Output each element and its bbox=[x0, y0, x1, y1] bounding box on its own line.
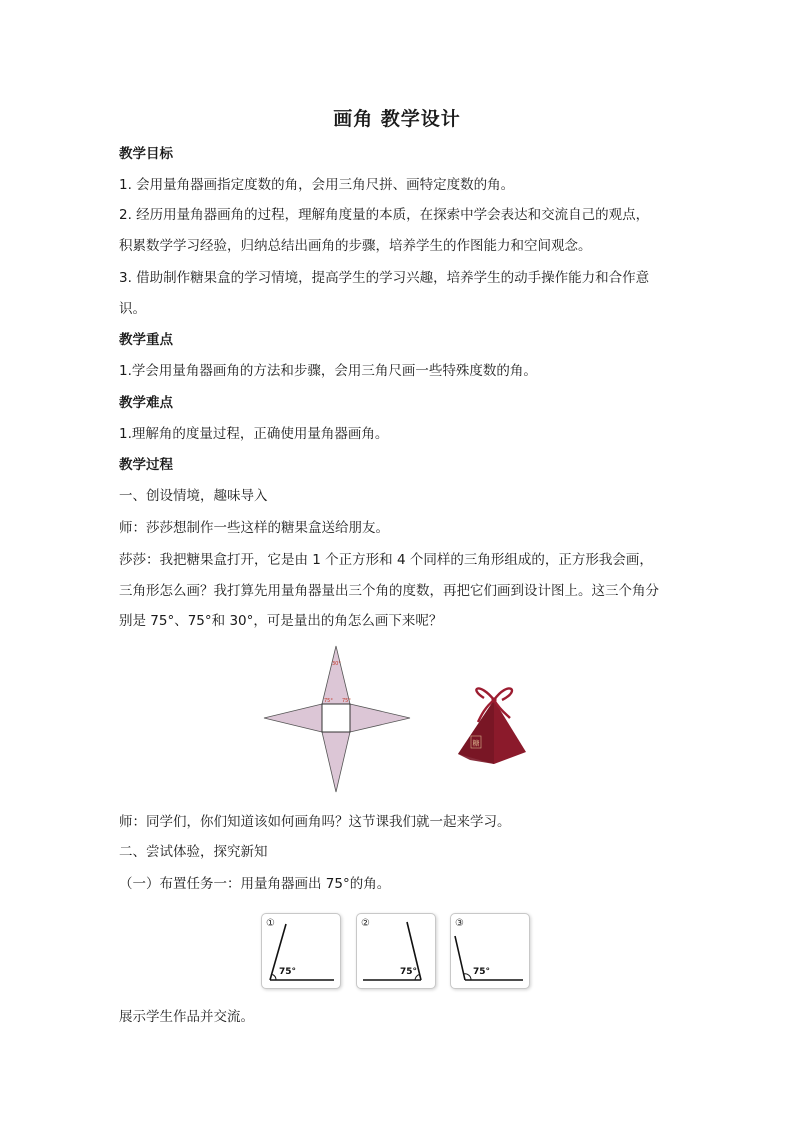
difficult-heading: 教学难点 bbox=[119, 395, 173, 411]
net-square bbox=[322, 704, 350, 732]
task-1: （一）布置任务一：用量角器画出 75°的角。 bbox=[119, 876, 391, 892]
candy-box-image bbox=[450, 678, 532, 766]
goal-3-line-1: 3. 借助制作糖果盒的学习情境，提高学生的学习兴趣，培养学生的动手操作能力和合作意 bbox=[119, 270, 650, 286]
key-heading: 教学重点 bbox=[119, 332, 173, 348]
net-triangle-right bbox=[350, 704, 410, 732]
difficult-point-1: 1.理解角的度量过程，正确使用量角器画角。 bbox=[119, 426, 389, 442]
part-2-heading: 二、尝试体验，探究新知 bbox=[119, 844, 268, 860]
part-1-heading: 一、创设情境，趣味导入 bbox=[119, 488, 268, 504]
panel-3-angle-label: 75° bbox=[473, 967, 491, 977]
net-triangle-top bbox=[322, 646, 350, 704]
shasha-line-1: 莎莎：我把糖果盒打开，它是由 1 个正方形和 4 个同样的三角形组成的，正方形我会画， bbox=[119, 552, 653, 568]
teacher-line-2: 师：同学们，你们知道该如何画角吗？这节课我们就一起来学习。 bbox=[119, 814, 511, 830]
net-right-angle-label: 75° bbox=[342, 698, 351, 704]
key-point-1: 1.学会用量角器画角的方法和步骤，会用三角尺画一些特殊度数的角。 bbox=[119, 363, 537, 379]
goal-2-line-2: 积累数学学习经验，归纳总结出画角的步骤，培养学生的作图能力和空间观念。 bbox=[119, 238, 592, 254]
panel-2-angle-label: 75° bbox=[400, 967, 418, 977]
panel-1-angle-label: 75° bbox=[279, 967, 297, 977]
goal-2-line-1: 2. 经历用量角器画角的过程，理解角度量的本质，在探索中学会表达和交流自己的观点， bbox=[119, 207, 650, 223]
pyramid-net-figure bbox=[262, 644, 422, 796]
net-left-angle-label: 75° bbox=[324, 698, 333, 704]
panel-3-number: ③ bbox=[455, 918, 464, 929]
net-triangle-left bbox=[264, 704, 322, 732]
candy-box-front-face bbox=[494, 700, 526, 764]
goal-3-line-2: 识。 bbox=[119, 301, 146, 317]
teacher-line-1: 师：莎莎想制作一些这样的糖果盒送给朋友。 bbox=[119, 520, 389, 536]
show-work-line: 展示学生作品并交流。 bbox=[119, 1009, 254, 1025]
goals-heading: 教学目标 bbox=[119, 146, 173, 162]
student-work-panel-1 bbox=[261, 913, 341, 989]
student-work-panel-2 bbox=[356, 913, 436, 989]
student-work-panel-3 bbox=[450, 913, 530, 989]
shasha-line-3: 别是 75°、75°和 30°，可是量出的角怎么画下来呢？ bbox=[119, 613, 443, 629]
net-triangle-bottom bbox=[322, 732, 350, 792]
process-heading: 教学过程 bbox=[119, 457, 173, 473]
panel-2-number: ② bbox=[361, 918, 370, 929]
goal-1: 1. 会用量角器画指定度数的角，会用三角尺拼、画特定度数的角。 bbox=[119, 177, 515, 193]
candy-box-side-face bbox=[458, 700, 494, 764]
panel-1-number: ① bbox=[266, 918, 275, 929]
candy-box-label: 糖 bbox=[472, 739, 480, 748]
page-title: 画角 教学设计 bbox=[333, 108, 461, 130]
net-top-angle-label: 30° bbox=[332, 661, 341, 667]
shasha-line-2: 三角形怎么画？我打算先用量角器量出三个角的度数，再把它们画到设计图上。这三个角分 bbox=[119, 583, 659, 599]
